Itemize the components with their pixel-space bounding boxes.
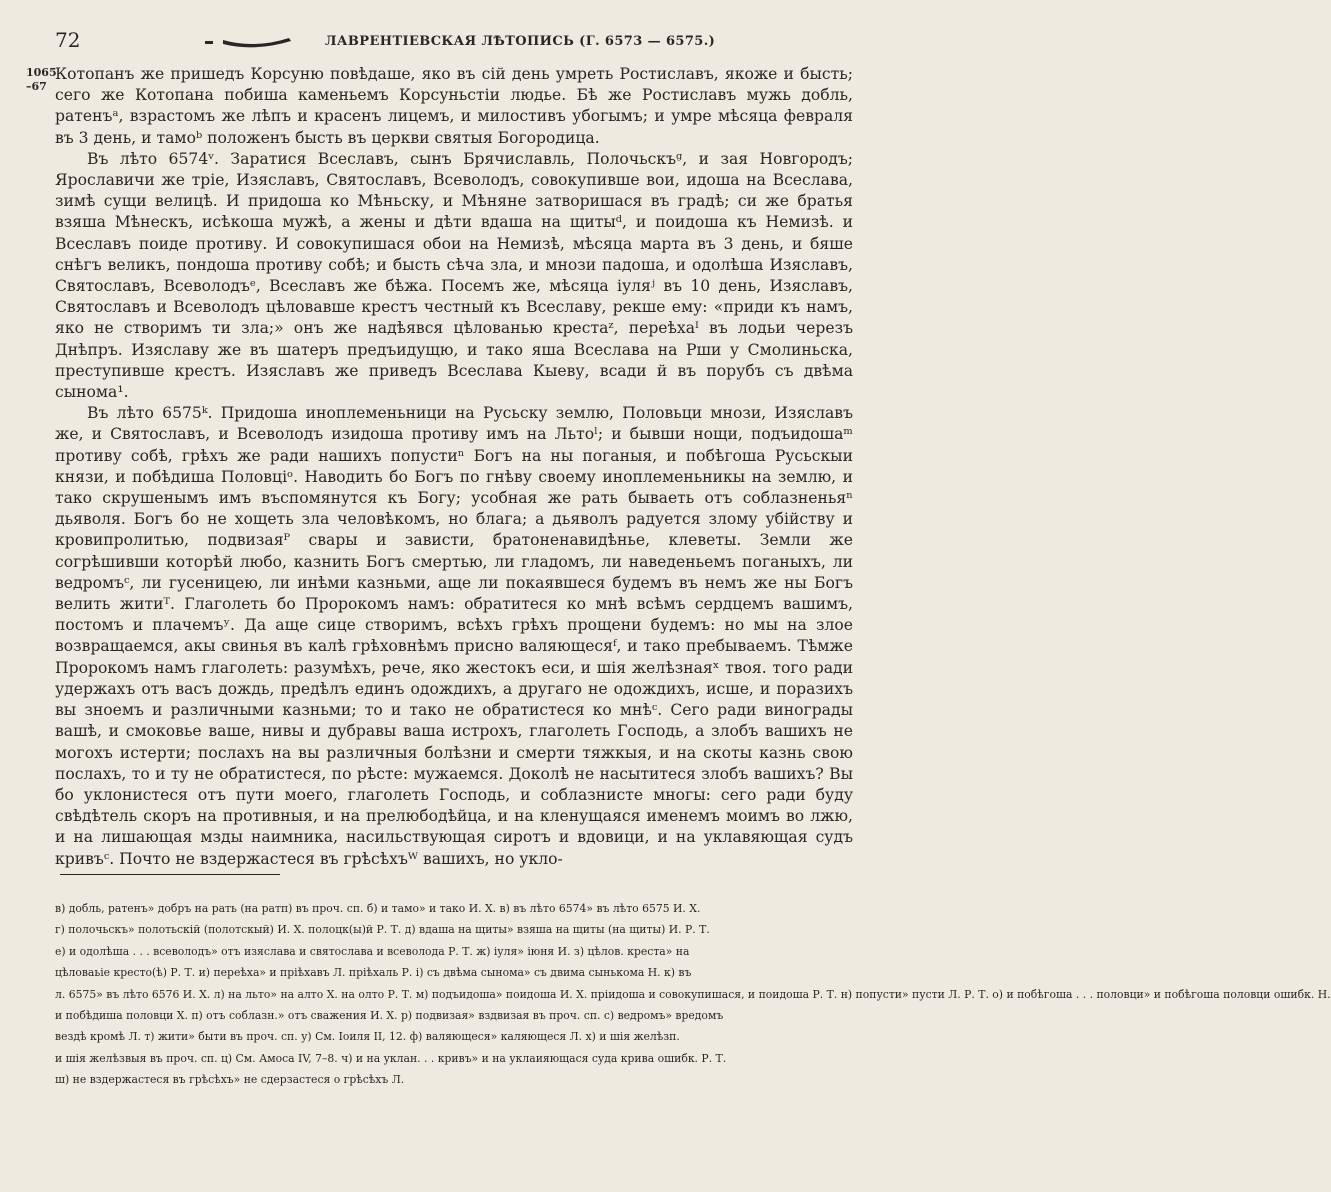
footnote-line: г) полочьскъ» полотьскій (полотскый) И. Х. полоцк(ы)й Р. Т. д) вдаша на щиты» взяша на щиты (на щиты) И. Р. Т. [55, 923, 710, 937]
margin-year-top: 1065 [26, 66, 57, 79]
footnote-line: цѣловаьіе кресто(ѣ) Р. Т. и) переѣха» и пріѣхавъ Л. пріѣхаль Р. і) съ двѣма сынома» съ двима сынькома Н. к) въ [55, 966, 692, 980]
footnotes [55, 898, 1331, 1091]
footnote-line: и побѣдиша половци Х. п) отъ соблазн.» отъ сважения И. Х. р) подвизая» вздвизая въ проч. сп. с) ведромъ» вредомъ [55, 1009, 724, 1023]
footnote-line: е) и одолѣша . . . всеволодъ» отъ изяслава и святослава и всеволода Р. Т. ж) іуля» іюня И. з) цѣлов. креста» на [55, 944, 690, 958]
paragraph: Котопанъ же пришедъ Корсуню повѣдаше, яко въ сій день умреть Ростиславъ, якоже и бысть; сего же Котопана побиша каменьемъ Корсуньстіи людье. Бѣ же Ростиславъ мужь добль, ратенъᵃ, взрастомъ же лѣпъ и красенъ лицемъ, и милостивъ убогымъ; и умре мѣсяца февраля въ 3 день, и тамоᵇ положенъ бысть въ церкви святыя Богородица. [55, 65, 853, 147]
footnote-line: и шія желѣзвыя въ проч. сп. ц) См. Амоса IV, 7–8. ч) и на уклан. . . кривъ» и на уклаияющася суда крива ошибк. Р. Т. [55, 1051, 727, 1065]
footnote-line: вездѣ кромѣ Л. т) жити» быти въ проч. сп. у) См. Іоиля II, 12. ф) валяющеся» каляющеся Л. х) и шія желѣзп. [55, 1030, 680, 1044]
page-header [55, 28, 855, 52]
ornament-dash-icon [205, 35, 295, 49]
page-number: 72 [55, 28, 81, 52]
paragraph: Въ лѣто 6575ᵏ. Придоша иноплеменьници на Русьску землю, Половьци мнози, Изяславъ же, и Святославъ, и Всеволодъ изидоша противу имъ на Льтоˡ; и бывши нощи, подъидошаᵐ противу собѣ, грѣхъ же ради нашихъ попустиⁿ Богъ на ны поганыя, и побѣгоша Русьскыи князи, и побѣдиша Половціᵒ. Наводить бо Богъ по гнѣву своему иноплеменьникы на землю, и тако скрушенымъ имъ въспомянутся къ Богу; усобная же рать бываеть отъ соблазненьяⁿ дьяволя. Богъ бо не хощеть зла человѣкомъ, но блага; а дьяволъ радуется злому убійству и кровипролитью, подвизаяᴾ свары и зависти, братоненавидѣнье, клеветы. Земли же согрѣшивши которѣй любо, казнить Богъ смертью, ли гладомъ, ли наведеньемъ поганыхъ, ли ведромъᶜ, ли гусеницею, ли инѣми казньми, аще ли покаявшеся будемъ въ немъ же ны Богъ велить житиᵀ. Глаголеть бо Пророкомъ намъ: обратитеся ко мнѣ всѣмъ сердцемъ вашимъ, постомъ и плачемъʸ. Да аще сице створимъ, всѣхъ грѣхъ прощени будемъ: но мы на злое возвращаемся, акы свинья въ калѣ грѣховнѣмъ присно валяющесяᶠ, и тако пребываемъ. Тѣмже Пророкомъ намъ глаголеть: разумѣхъ, рече, яко жестокъ еси, и шія желѣзнаяˣ твоя. того ради удержахъ отъ васъ дождь, предѣлъ единъ одождихъ, а другаго не одождихъ, исше, и поразихъ вы зноемъ и различными казньми; то и тако не обратистеся ко мнѣᶜ. Сего ради винограды вашѣ, и смоковье ваше, нивы и дубравы ваша истрохъ, глаголеть Господь, а злобъ вашихъ не могохъ истерти; послахъ на вы различныя болѣзни и смерти тяжкыя, и на скоты казнь свою послахъ, то и ту не обратистеся, по рѣсте: мужаемся. Доколѣ не насытитеся злобъ вашихъ? Вы бо уклонистеся отъ пути моего, глаголеть Господь, и соблазнисте многы: сего ради буду свѣдѣтель скоръ на противныя, и на прелюбодѣйца, и на кленущаяся именемъ моимъ во лжю, и на лишающая мзды наимника, насильствующая сиротъ и вдовици, и на уклавяющая судъ кривъᶜ. Почто не вздержастеся въ грѣсѣхъᵂ вашихъ, но укло- [55, 404, 853, 868]
running-title: ЛАВРЕНТІЕВСКАЯ ЛѢТОПИСЬ (Г. 6573 — 6575.) [325, 34, 716, 49]
footnote-line: л. 6575» въ лѣто 6576 И. Х. л) на льто» на алто Х. на олто Р. Т. м) подъидоша» поидоша И. Х. пріидоша и совокупишася, и поидоша Р. Т. н) попусти» пусти Л. Р. Т. о) и побѣгоша . . . половци» и побѣгоша половци ошибк. Н. [55, 987, 1331, 1001]
chronicle-text [55, 64, 853, 870]
paragraph: Въ лѣто 6574ᵛ. Заратися Всеславъ, сынъ Брячиславль, Полочьскъᵍ, и зая Новгородъ; Ярославичи же тріе, Изяславъ, Святославъ, Всеволодъ, совокупивше вои, идоша на Всеслава, зимѣ сущи велицѣ. И придоша ко Мѣньску, и Мѣняне затворишася въ градѣ; си же братья взяша Мѣнескъ, исѣкоша мужѣ, а жены и дѣти вдаша на щитыᵈ, и поидоша къ Немизѣ. и Всеславъ поиде противу. И совокупишася обои на Немизѣ, мѣсяца марта въ 3 день, и бяше снѣгъ великъ, пондоша противу собѣ; и бысть сѣча зла, и мнози падоша, и одолѣша Изяславъ, Святославъ, Всеволодъᵉ, Всеславъ же бѣжа. Посемъ же, мѣсяца іуляʲ въ 10 день, Изяславъ, Святославъ и Всеволодъ цѣловавше крестъ честный къ Всеславу, рекше ему: «приди къ намъ, яко не створимъ ти зла;» онъ же надѣявся цѣлованью крестаᶻ, переѣхаᴵ въ лодьи черезъ Днѣпръ. Изяславу же въ шатеръ предъидущю, и тако яша Всеслава на Рши у Смолиньска, преступивше крестъ. Изяславъ же приведъ Всеслава Кыеву, всади й въ порубъ съ двѣма сынома¹. [55, 149, 853, 402]
footnote-line: ш) не вздержастеся въ грѣсѣхъ» не сдерзастеся о грѣсѣхъ Л. [55, 1073, 405, 1087]
margin-year-bottom: –67 [26, 80, 47, 93]
margin-year-mark [26, 66, 57, 94]
footnote-line: в) добль, ратенъ» добръ на рать (на ратп) въ проч. сп. б) и тамо» и тако И. Х. в) въ лѣто 6574» въ лѣто 6575 И. Х. [55, 902, 701, 915]
footnote-separator [60, 874, 280, 875]
